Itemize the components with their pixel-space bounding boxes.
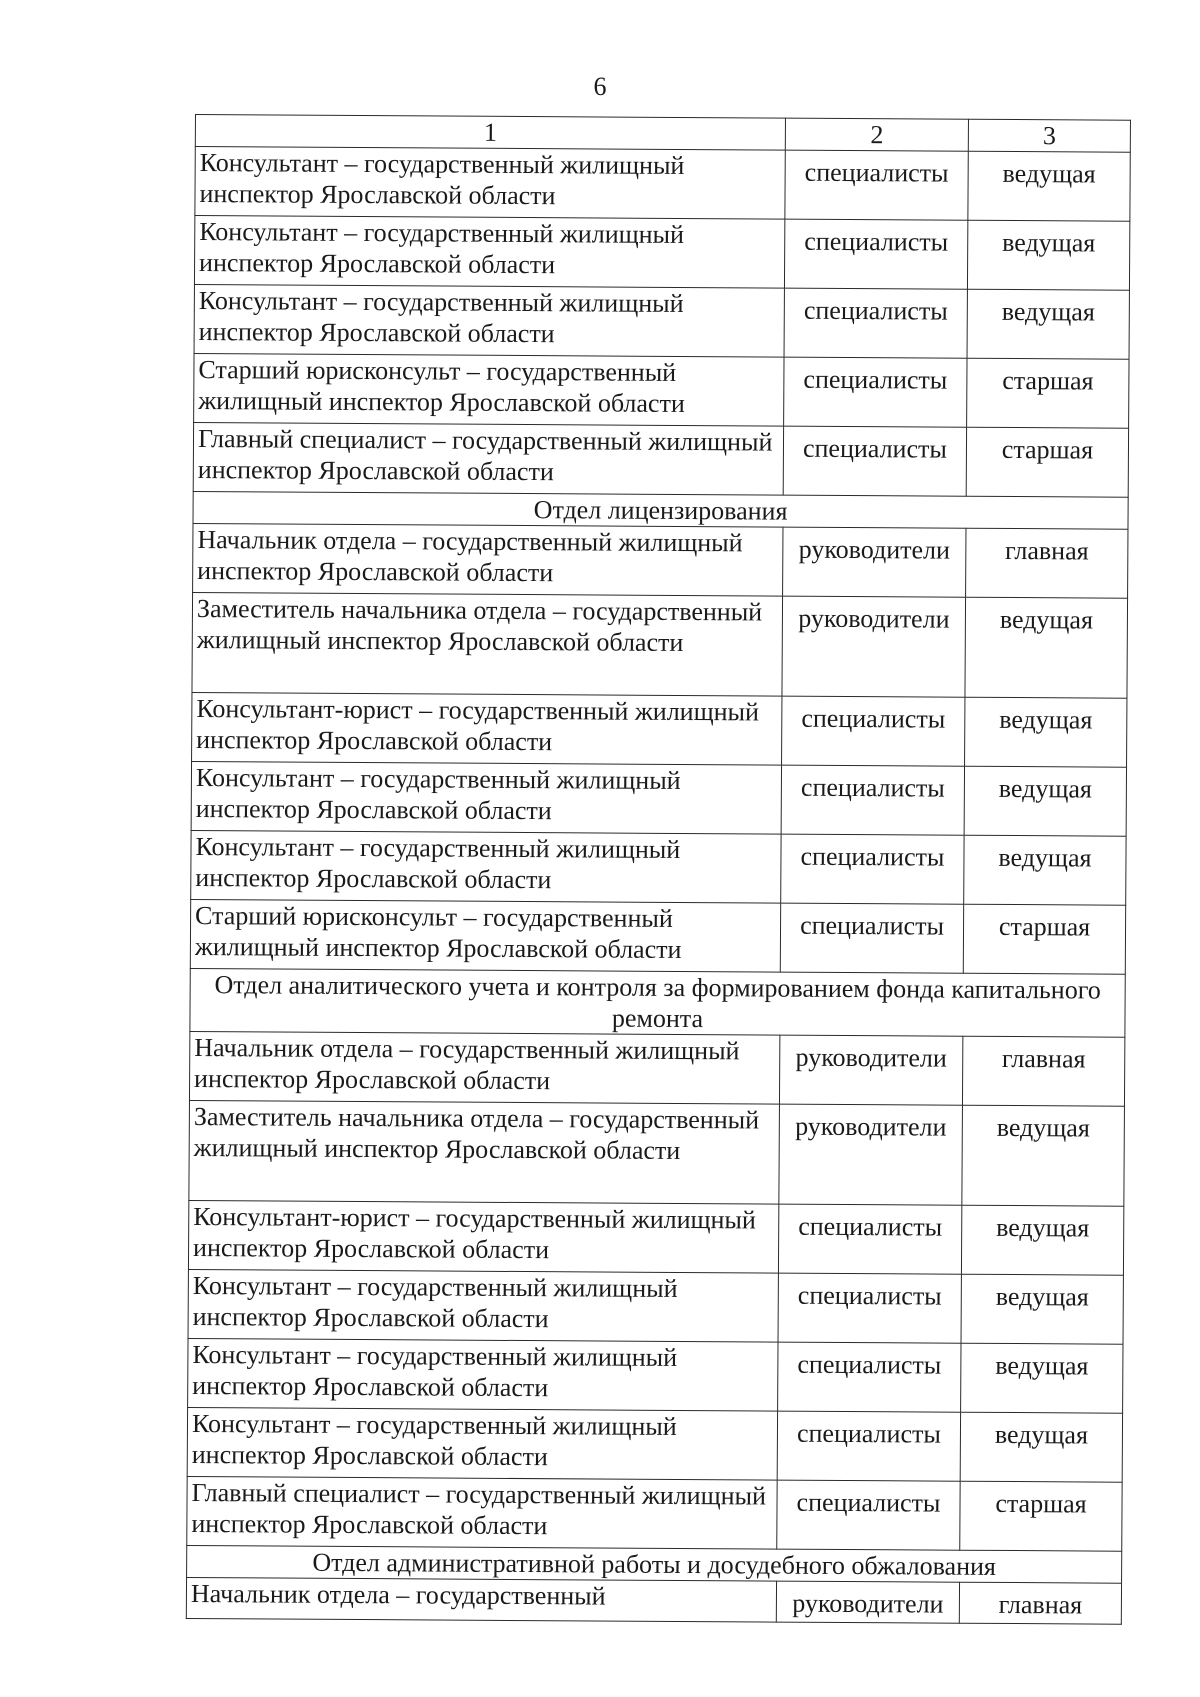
position-cell: Старший юрисконсульт – государственный жилищный инспектор Ярославской области xyxy=(190,899,780,972)
table-row xyxy=(194,216,1129,291)
category-cell: ведущая xyxy=(960,1412,1122,1482)
table-row xyxy=(193,523,1128,598)
group-cell: руководители xyxy=(779,1035,962,1105)
position-cell: Главный специалист – государственный жилищный инспектор Ярославской области xyxy=(193,422,783,495)
group-cell: специалисты xyxy=(784,357,967,427)
category-cell: главная xyxy=(959,1582,1121,1624)
position-cell: Консультант – государственный жилищный инспектор Ярославской области xyxy=(188,1338,778,1411)
position-cell: Консультант – государственный жилищный инспектор Ярославской области xyxy=(191,830,781,903)
category-cell: ведущая xyxy=(967,220,1129,290)
category-cell: старшая xyxy=(967,358,1129,428)
table-row xyxy=(194,284,1129,359)
category-cell: главная xyxy=(962,1036,1124,1106)
table-row xyxy=(195,147,1130,222)
group-cell: руководители xyxy=(783,527,966,597)
position-cell: Главный специалист – государственный жилищный инспектор Ярославской области xyxy=(187,1476,777,1549)
position-cell: Заместитель начальника отдела – государственный жилищный инспектор Ярославской области xyxy=(192,592,783,696)
category-cell: старшая xyxy=(963,904,1125,974)
section-header-row xyxy=(187,1545,1122,1583)
group-cell: специалисты xyxy=(784,288,967,358)
table-row xyxy=(194,353,1129,428)
header-cell-group: 2 xyxy=(785,118,968,151)
group-cell: специалисты xyxy=(777,1480,960,1550)
category-cell: ведущая xyxy=(968,151,1130,221)
position-cell: Начальник отдела – государственный жилищный инспектор Ярославской области xyxy=(193,523,783,596)
table-row xyxy=(191,830,1126,905)
table-row xyxy=(192,592,1128,698)
group-cell: специалисты xyxy=(782,696,965,766)
position-cell: Заместитель начальника отдела – государственный жилищный инспектор Ярославской области xyxy=(189,1100,780,1204)
table-row xyxy=(188,1338,1123,1413)
group-cell: специалисты xyxy=(777,1411,960,1481)
group-cell: руководители xyxy=(779,1104,963,1205)
category-cell: ведущая xyxy=(962,1105,1125,1206)
group-cell: руководители xyxy=(776,1581,959,1623)
position-cell: Консультант – государственный жилищный инспектор Ярославской области xyxy=(195,147,785,220)
table-row xyxy=(186,1577,1121,1624)
group-cell: специалисты xyxy=(781,834,964,904)
table-row xyxy=(187,1407,1122,1482)
position-cell: Консультант-юрист – государственный жилищный инспектор Ярославской области xyxy=(188,1200,778,1273)
header-cell-category: 3 xyxy=(968,119,1130,152)
table-row xyxy=(188,1269,1123,1344)
category-cell: ведущая xyxy=(961,1205,1123,1275)
group-cell: специалисты xyxy=(783,426,966,496)
group-cell: специалисты xyxy=(785,150,968,220)
group-cell: специалисты xyxy=(778,1204,961,1274)
category-cell: старшая xyxy=(960,1481,1122,1551)
group-cell: специалисты xyxy=(780,903,963,973)
position-cell: Консультант – государственный жилищный инспектор Ярославской области xyxy=(187,1407,777,1480)
table-row xyxy=(190,899,1125,974)
section-title: Отдел административной работы и досудебного обжалования xyxy=(187,1545,1122,1583)
table-row xyxy=(192,692,1127,767)
category-cell: главная xyxy=(966,528,1128,598)
position-cell: Консультант – государственный жилищный инспектор Ярославской области xyxy=(194,284,784,357)
position-cell: Начальник отдела – государственный жилищный инспектор Ярославской области xyxy=(189,1031,779,1104)
category-cell: ведущая xyxy=(961,1343,1123,1413)
position-cell: Консультант – государственный жилищный инспектор Ярославской области xyxy=(194,216,784,289)
table-row xyxy=(187,1476,1122,1551)
group-cell: специалисты xyxy=(784,219,967,289)
table-row xyxy=(188,1200,1123,1275)
category-cell: ведущая xyxy=(964,835,1126,905)
group-cell: руководители xyxy=(782,596,966,697)
category-cell: ведущая xyxy=(967,289,1129,359)
page-number: 6 xyxy=(593,72,607,101)
category-cell: ведущая xyxy=(964,766,1126,836)
table-row xyxy=(189,1031,1124,1106)
group-cell: специалисты xyxy=(778,1342,961,1412)
position-cell: Консультант-юрист – государственный жилищный инспектор Ярославской области xyxy=(192,692,782,765)
table-row xyxy=(189,1100,1125,1206)
category-cell: ведущая xyxy=(965,597,1128,698)
category-cell: ведущая xyxy=(965,697,1127,767)
positions-table xyxy=(186,114,1131,1625)
category-cell: старшая xyxy=(966,427,1128,497)
section-title: Отдел аналитического учета и контроля за формированием фонда капитального ремонта xyxy=(190,968,1125,1037)
section-title: Отдел лицензирования xyxy=(193,491,1128,529)
position-cell: Консультант – государственный жилищный инспектор Ярославской области xyxy=(188,1269,778,1342)
table-row xyxy=(193,422,1128,497)
section-header-row xyxy=(190,968,1125,1037)
table-row xyxy=(191,761,1126,836)
position-cell: Консультант – государственный жилищный инспектор Ярославской области xyxy=(191,761,781,834)
group-cell: специалисты xyxy=(781,765,964,835)
header-cell-position: 1 xyxy=(195,115,785,151)
group-cell: специалисты xyxy=(778,1273,961,1343)
position-cell: Старший юрисконсульт – государственный жилищный инспектор Ярославской области xyxy=(194,353,784,426)
position-cell: Начальник отдела – государственный xyxy=(186,1577,776,1622)
category-cell: ведущая xyxy=(961,1274,1123,1344)
